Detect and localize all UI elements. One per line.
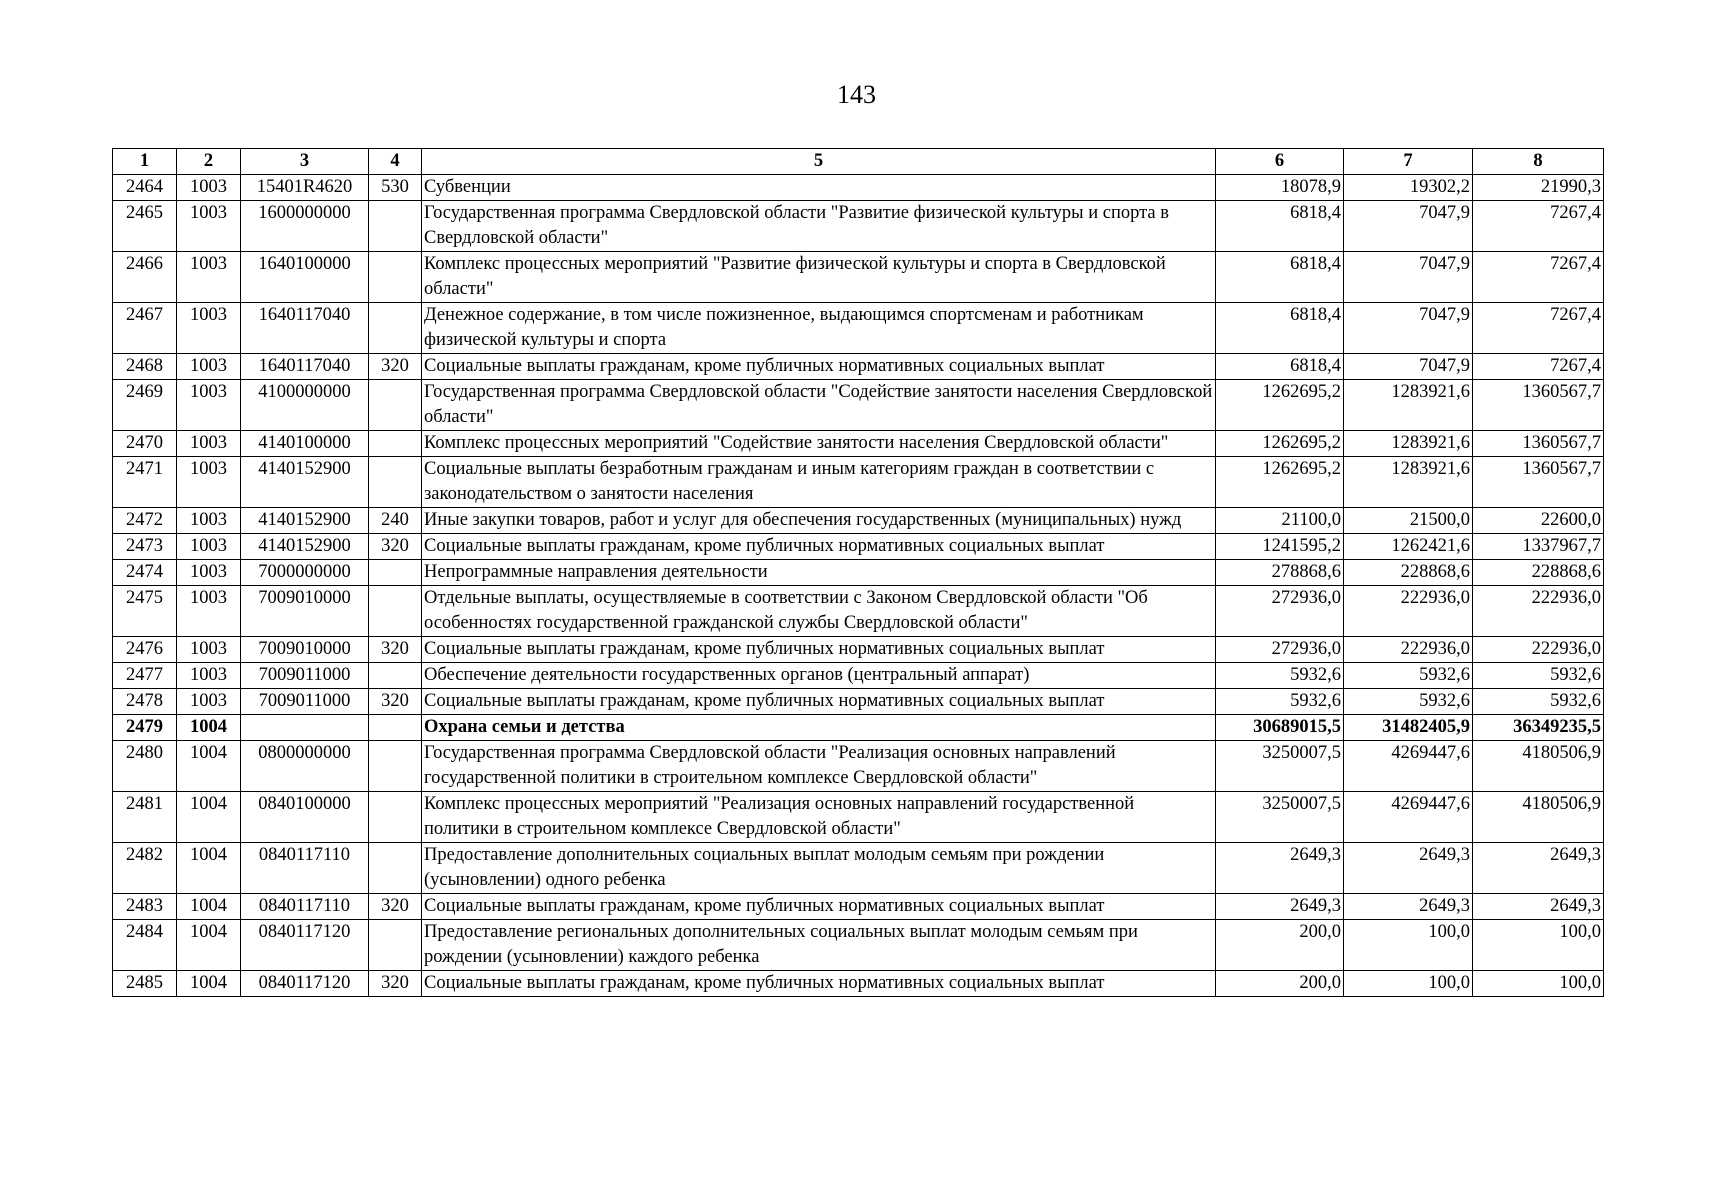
- table-row: [113, 894, 1604, 920]
- target-code: 0840100000: [241, 792, 369, 843]
- value-col6: 30689015,5: [1216, 715, 1344, 741]
- section-code: 1003: [177, 303, 241, 354]
- column-header: 8: [1473, 149, 1604, 175]
- item-name: Комплекс процессных мероприятий "Реализация основных направлений государственной политики в строительном комплексе Свердловской области": [422, 792, 1216, 843]
- value-col8: 4180506,9: [1473, 741, 1604, 792]
- value-col6: 6818,4: [1216, 201, 1344, 252]
- section-code: 1003: [177, 508, 241, 534]
- value-col7: 5932,6: [1344, 663, 1473, 689]
- value-col8: 7267,4: [1473, 252, 1604, 303]
- value-col7: 1283921,6: [1344, 380, 1473, 431]
- table-row: [113, 689, 1604, 715]
- budget-table: [112, 148, 1604, 997]
- section-code: 1004: [177, 792, 241, 843]
- value-col6: 6818,4: [1216, 354, 1344, 380]
- target-code: 4100000000: [241, 380, 369, 431]
- expense-type: 320: [369, 354, 422, 380]
- value-col7: 1262421,6: [1344, 534, 1473, 560]
- value-col8: 100,0: [1473, 920, 1604, 971]
- column-header: 3: [241, 149, 369, 175]
- value-col8: 222936,0: [1473, 586, 1604, 637]
- expense-type: 320: [369, 534, 422, 560]
- value-col7: 222936,0: [1344, 586, 1473, 637]
- item-name: Комплекс процессных мероприятий "Развитие физической культуры и спорта в Свердловской области": [422, 252, 1216, 303]
- value-col7: 100,0: [1344, 920, 1473, 971]
- section-code: 1003: [177, 586, 241, 637]
- item-name: Денежное содержание, в том числе пожизненное, выдающимся спортсменам и работникам физической культуры и спорта: [422, 303, 1216, 354]
- row-number: 2485: [113, 971, 177, 997]
- target-code: 7000000000: [241, 560, 369, 586]
- value-col8: 7267,4: [1473, 201, 1604, 252]
- table-row: [113, 175, 1604, 201]
- table-row: [113, 663, 1604, 689]
- row-number: 2464: [113, 175, 177, 201]
- expense-type: [369, 457, 422, 508]
- value-col7: 2649,3: [1344, 843, 1473, 894]
- page-number: 143: [837, 80, 876, 109]
- value-col8: 1360567,7: [1473, 380, 1604, 431]
- table-row: [113, 843, 1604, 894]
- row-number: 2477: [113, 663, 177, 689]
- section-code: 1004: [177, 920, 241, 971]
- section-code: 1003: [177, 431, 241, 457]
- item-name: Субвенции: [422, 175, 1216, 201]
- value-col8: 7267,4: [1473, 354, 1604, 380]
- item-name: Социальные выплаты гражданам, кроме публичных нормативных социальных выплат: [422, 971, 1216, 997]
- value-col8: 4180506,9: [1473, 792, 1604, 843]
- target-code: 7009010000: [241, 586, 369, 637]
- target-code: 1640117040: [241, 354, 369, 380]
- value-col7: 5932,6: [1344, 689, 1473, 715]
- target-code: 7009010000: [241, 637, 369, 663]
- value-col8: 5932,6: [1473, 689, 1604, 715]
- value-col6: 1262695,2: [1216, 457, 1344, 508]
- item-name: Обеспечение деятельности государственных органов (центральный аппарат): [422, 663, 1216, 689]
- value-col7: 31482405,9: [1344, 715, 1473, 741]
- target-code: 0840117120: [241, 971, 369, 997]
- value-col8: 228868,6: [1473, 560, 1604, 586]
- value-col7: 4269447,6: [1344, 792, 1473, 843]
- expense-type: [369, 560, 422, 586]
- value-col8: 5932,6: [1473, 663, 1604, 689]
- row-number: 2482: [113, 843, 177, 894]
- row-number: 2472: [113, 508, 177, 534]
- expense-type: [369, 792, 422, 843]
- value-col8: 2649,3: [1473, 843, 1604, 894]
- row-number: 2480: [113, 741, 177, 792]
- section-code: 1003: [177, 175, 241, 201]
- table-row: [113, 920, 1604, 971]
- expense-type: [369, 920, 422, 971]
- section-code: 1003: [177, 637, 241, 663]
- row-number: 2465: [113, 201, 177, 252]
- value-col7: 21500,0: [1344, 508, 1473, 534]
- target-code: 1640100000: [241, 252, 369, 303]
- value-col6: 2649,3: [1216, 894, 1344, 920]
- table-row: [113, 715, 1604, 741]
- section-code: 1003: [177, 201, 241, 252]
- expense-type: 320: [369, 689, 422, 715]
- section-code: 1003: [177, 457, 241, 508]
- value-col7: 19302,2: [1344, 175, 1473, 201]
- table-row: [113, 741, 1604, 792]
- value-col6: 272936,0: [1216, 586, 1344, 637]
- target-code: 7009011000: [241, 663, 369, 689]
- target-code: 0840117120: [241, 920, 369, 971]
- target-code: [241, 715, 369, 741]
- expense-type: [369, 303, 422, 354]
- table-row: [113, 792, 1604, 843]
- row-number: 2466: [113, 252, 177, 303]
- section-code: 1003: [177, 663, 241, 689]
- column-header: 4: [369, 149, 422, 175]
- value-col8: 222936,0: [1473, 637, 1604, 663]
- section-code: 1003: [177, 380, 241, 431]
- table-row: [113, 252, 1604, 303]
- value-col7: 100,0: [1344, 971, 1473, 997]
- expense-type: [369, 663, 422, 689]
- table-row: [113, 586, 1604, 637]
- value-col6: 200,0: [1216, 920, 1344, 971]
- value-col6: 278868,6: [1216, 560, 1344, 586]
- value-col6: 5932,6: [1216, 689, 1344, 715]
- row-number: 2483: [113, 894, 177, 920]
- row-number: 2476: [113, 637, 177, 663]
- row-number: 2471: [113, 457, 177, 508]
- value-col7: 7047,9: [1344, 303, 1473, 354]
- value-col6: 3250007,5: [1216, 741, 1344, 792]
- target-code: 4140152900: [241, 508, 369, 534]
- target-code: 7009011000: [241, 689, 369, 715]
- target-code: 0840117110: [241, 843, 369, 894]
- value-col6: 1262695,2: [1216, 380, 1344, 431]
- section-code: 1003: [177, 354, 241, 380]
- item-name: Непрограммные направления деятельности: [422, 560, 1216, 586]
- value-col8: 36349235,5: [1473, 715, 1604, 741]
- expense-type: [369, 741, 422, 792]
- value-col6: 6818,4: [1216, 252, 1344, 303]
- value-col7: 7047,9: [1344, 354, 1473, 380]
- value-col7: 2649,3: [1344, 894, 1473, 920]
- table-row: [113, 457, 1604, 508]
- column-header: 7: [1344, 149, 1473, 175]
- value-col6: 1262695,2: [1216, 431, 1344, 457]
- target-code: 4140100000: [241, 431, 369, 457]
- value-col6: 18078,9: [1216, 175, 1344, 201]
- row-number: 2470: [113, 431, 177, 457]
- item-name: Социальные выплаты гражданам, кроме публичных нормативных социальных выплат: [422, 689, 1216, 715]
- header-row: [113, 149, 1604, 175]
- item-name: Государственная программа Свердловской области "Реализация основных направлений государственной политики в строительном комплексе Свердловской области": [422, 741, 1216, 792]
- item-name: Социальные выплаты гражданам, кроме публичных нормативных социальных выплат: [422, 354, 1216, 380]
- section-code: 1004: [177, 843, 241, 894]
- target-code: 0840117110: [241, 894, 369, 920]
- item-name: Иные закупки товаров, работ и услуг для обеспечения государственных (муниципальных) нужд: [422, 508, 1216, 534]
- expense-type: 320: [369, 894, 422, 920]
- target-code: 0800000000: [241, 741, 369, 792]
- table-row: [113, 431, 1604, 457]
- expense-type: [369, 201, 422, 252]
- expense-type: [369, 431, 422, 457]
- value-col6: 3250007,5: [1216, 792, 1344, 843]
- item-name: Отдельные выплаты, осуществляемые в соответствии с Законом Свердловской области "Об особенностях государственной гражданской службы Свердловской области": [422, 586, 1216, 637]
- row-number: 2474: [113, 560, 177, 586]
- section-code: 1004: [177, 715, 241, 741]
- table-row: [113, 380, 1604, 431]
- target-code: 4140152900: [241, 457, 369, 508]
- value-col7: 228868,6: [1344, 560, 1473, 586]
- row-number: 2468: [113, 354, 177, 380]
- item-name: Предоставление дополнительных социальных выплат молодым семьям при рождении (усыновлении) одного ребенка: [422, 843, 1216, 894]
- section-code: 1003: [177, 252, 241, 303]
- table-row: [113, 971, 1604, 997]
- value-col7: 1283921,6: [1344, 431, 1473, 457]
- value-col8: 21990,3: [1473, 175, 1604, 201]
- row-number: 2475: [113, 586, 177, 637]
- expense-type: [369, 252, 422, 303]
- value-col6: 1241595,2: [1216, 534, 1344, 560]
- target-code: 15401R4620: [241, 175, 369, 201]
- item-name: Социальные выплаты гражданам, кроме публичных нормативных социальных выплат: [422, 534, 1216, 560]
- value-col8: 7267,4: [1473, 303, 1604, 354]
- value-col7: 222936,0: [1344, 637, 1473, 663]
- item-name: Государственная программа Свердловской области "Развитие физической культуры и спорта в Свердловской области": [422, 201, 1216, 252]
- row-number: 2481: [113, 792, 177, 843]
- item-name: Предоставление региональных дополнительных социальных выплат молодым семьям при рождении (усыновлении) каждого ребенка: [422, 920, 1216, 971]
- expense-type: [369, 380, 422, 431]
- value-col7: 1283921,6: [1344, 457, 1473, 508]
- table-row: [113, 201, 1604, 252]
- column-header: 5: [422, 149, 1216, 175]
- row-number: 2469: [113, 380, 177, 431]
- column-header: 6: [1216, 149, 1344, 175]
- table-row: [113, 560, 1604, 586]
- item-name: Социальные выплаты безработным гражданам и иным категориям граждан в соответствии с законодательством о занятости населения: [422, 457, 1216, 508]
- target-code: 1640117040: [241, 303, 369, 354]
- item-name: Государственная программа Свердловской области "Содействие занятости населения Свердловской области": [422, 380, 1216, 431]
- column-header: 1: [113, 149, 177, 175]
- section-code: 1003: [177, 560, 241, 586]
- value-col6: 2649,3: [1216, 843, 1344, 894]
- row-number: 2479: [113, 715, 177, 741]
- expense-type: 530: [369, 175, 422, 201]
- value-col6: 200,0: [1216, 971, 1344, 997]
- row-number: 2467: [113, 303, 177, 354]
- column-header: 2: [177, 149, 241, 175]
- value-col6: 6818,4: [1216, 303, 1344, 354]
- section-code: 1003: [177, 534, 241, 560]
- target-code: 4140152900: [241, 534, 369, 560]
- section-code: 1003: [177, 689, 241, 715]
- item-name: Охрана семьи и детства: [422, 715, 1216, 741]
- table-row: [113, 508, 1604, 534]
- section-code: 1004: [177, 741, 241, 792]
- row-number: 2484: [113, 920, 177, 971]
- expense-type: 320: [369, 971, 422, 997]
- expense-type: 320: [369, 637, 422, 663]
- value-col8: 1360567,7: [1473, 457, 1604, 508]
- value-col7: 7047,9: [1344, 201, 1473, 252]
- value-col7: 4269447,6: [1344, 741, 1473, 792]
- value-col6: 272936,0: [1216, 637, 1344, 663]
- expense-type: [369, 843, 422, 894]
- value-col8: 2649,3: [1473, 894, 1604, 920]
- section-code: 1004: [177, 971, 241, 997]
- row-number: 2478: [113, 689, 177, 715]
- value-col8: 22600,0: [1473, 508, 1604, 534]
- value-col8: 100,0: [1473, 971, 1604, 997]
- item-name: Социальные выплаты гражданам, кроме публичных нормативных социальных выплат: [422, 637, 1216, 663]
- table-row: [113, 534, 1604, 560]
- target-code: 1600000000: [241, 201, 369, 252]
- item-name: Социальные выплаты гражданам, кроме публичных нормативных социальных выплат: [422, 894, 1216, 920]
- item-name: Комплекс процессных мероприятий "Содействие занятости населения Свердловской области": [422, 431, 1216, 457]
- row-number: 2473: [113, 534, 177, 560]
- table-row: [113, 637, 1604, 663]
- expense-type: [369, 586, 422, 637]
- value-col6: 21100,0: [1216, 508, 1344, 534]
- value-col6: 5932,6: [1216, 663, 1344, 689]
- value-col7: 7047,9: [1344, 252, 1473, 303]
- table-row: [113, 354, 1604, 380]
- table-row: [113, 303, 1604, 354]
- value-col8: 1360567,7: [1473, 431, 1604, 457]
- expense-type: [369, 715, 422, 741]
- value-col8: 1337967,7: [1473, 534, 1604, 560]
- expense-type: 240: [369, 508, 422, 534]
- section-code: 1004: [177, 894, 241, 920]
